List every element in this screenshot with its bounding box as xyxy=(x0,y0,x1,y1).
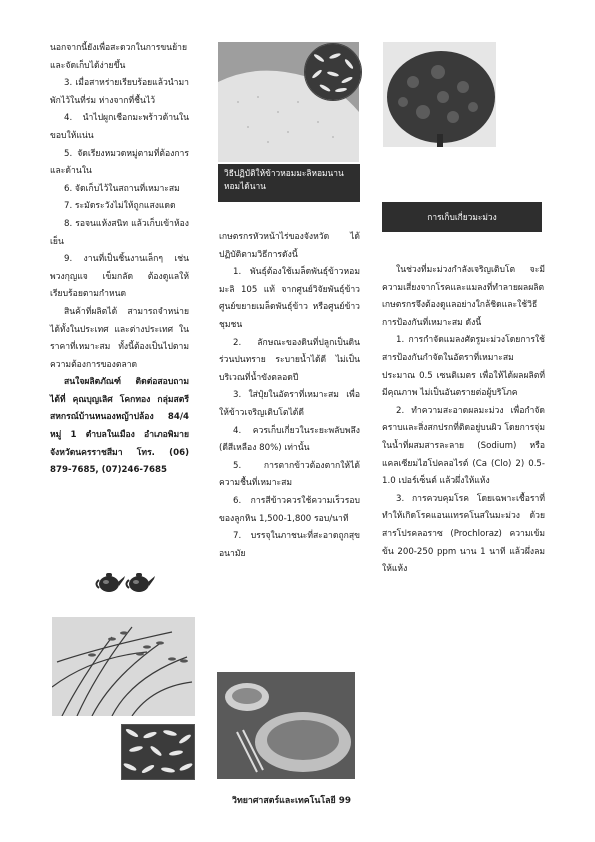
rice-grain-inset-photo xyxy=(304,43,362,101)
paragraph: 1. พันธุ์ต้องใช้เมล็ดพันธุ์ข้าวหอมมะลิ 105 แท้ จากศูนย์วิจัยพันธุ์ข้าว ศูนย์ขยายเมล็ดพันธุ์ข้าว หรือศูนย์ข้าวชุมชน xyxy=(219,267,360,330)
paragraph: เกษตรกรหัวหน้าไร่ของจังหวัด ได้ปฏิบัติตามวิธีการดังนี้ xyxy=(219,232,360,260)
article-column-2 xyxy=(219,229,360,563)
paragraph: 7. บรรจุในภาชนะที่สะอาดถูกสุขอนามัย xyxy=(219,531,360,559)
rice-photo-caption: วิธีปฏิบัติให้ข้าวหอมมะลิหอมนานหอมได้นาน xyxy=(218,164,360,202)
paragraph: 3. เมื่อสาหร่ายเรียบร้อยแล้วนำมาพักไว้ในที่ร่ม ห่างจากที่ชื้นไว้ xyxy=(50,78,189,106)
paragraph: 4. นำไปผูกเชือกมะพร้าวด้านในขอบให้แน่น xyxy=(50,113,189,141)
paragraph: 6. จัดเก็บไว้ในสถานที่เหมาะสม xyxy=(64,183,180,194)
paragraph: 2. ทำความสะอาดผลมะม่วง เพื่อกำจัดคราบและสิ่งสกปรกที่ติดอยู่บนผิว โดยการจุ่มในน้ำที่ผสมสารละลาย (Sodium) หรือแคลเซียมไฮโปคลอไรต์ (Ca (Clo) 2) 0.5-1.0 เปอร์เซ็นต์ แล้วผึ่งให้แห้ง xyxy=(382,405,545,487)
paragraph: 9. งานที่เป็นชิ้นงานเล็กๆ เช่น พวงกุญแจ เข็มกลัด ต้องดูแลให้เรียบร้อยตามกำหนด xyxy=(50,254,189,300)
paragraph: 1. การกำจัดแมลงศัตรูมะม่วงโดยการใช้สารป้องกันกำจัดในอัตราที่เหมาะสม ประมาณ 0.5 เซนติเมตร เพื่อให้ได้ผลผลิตที่มีคุณภาพ ไม่เป็นอันตรายต่อผู้บริโภค xyxy=(382,335,545,399)
paragraph: 4. ควรเก็บเกี่ยวในระยะพลับพลึง (ดีสีเหลือง 80%) เท่านั้น xyxy=(219,425,360,454)
rice-grains-photo xyxy=(121,724,195,780)
mango-tree-photo xyxy=(383,42,496,147)
contact-info: สนใจผลิตภัณฑ์ ติดต่อสอบถามได้ที่ คุณบุญเลิศ โคกทอง กลุ่มสตรีสหกรณ์บ้านหนองหญ้าปล้อง 84/4 หมู่ 1 ตำบลในเมือง อำเภอพิมาย จังหวัดนครราชสีมา โทร. (06) 879-7685, (07)246-7685 xyxy=(50,377,189,476)
paragraph: นอกจากนี้ยังเพื่อสะดวกในการขนย้ายและจัดเก็บได้ง่ายขึ้น xyxy=(50,43,188,71)
paragraph: 3. การควบคุมโรค โดยเฉพาะเชื้อราที่ทำให้เกิดโรคแอนแทรคโนสในมะม่วง ด้วยสารโปรคลอราซ (Prochloraz) ความเข้มข้น 200-250 ppm นาน 1 นาที แล้วผึ่งลมให้แห้ง xyxy=(382,493,545,575)
article-column-1 xyxy=(50,40,189,480)
page-footer: วิทยาศาสตร์และเทคโนโลยี 99 xyxy=(232,796,351,806)
paragraph: ในช่วงที่มะม่วงกำลังเจริญเติบโต จะมีความเสี่ยงจากโรคและแมลงที่ทำลายผลผลิต เกษตรกรจึงต้องดูแลอย่างใกล้ชิดและใช้วิธีการป้องกันที่เหมาะสม ดังนี้ xyxy=(382,265,545,328)
teapots-image xyxy=(94,568,156,596)
dish-photo xyxy=(217,672,355,779)
paragraph: 5. การตากข้าวต้องตากให้ได้ความชื้นที่เหมาะสม xyxy=(219,460,360,489)
paragraph: 8. รอจนแห้งสนิท แล้วเก็บเข้าห้องเย็น xyxy=(50,218,189,247)
paragraph: 5. จัดเรียงหมวดหมู่ตามที่ต้องการ และด้านใน xyxy=(50,148,189,177)
paragraph: สินค้าที่ผลิตได้ สามารถจำหน่ายได้ทั้งในประเทศ และต่างประเทศ ในราคาที่เหมาะสม ทั้งนี้ต้องเป็นไปตามความต้องการของตลาด xyxy=(50,306,189,370)
mango-photo-caption: การเก็บเกี่ยวมะม่วง xyxy=(382,202,542,232)
paragraph: 6. การสีข้าวควรใช้ความเร็วรอบของลูกหิน 1,500-1,800 รอบ/นาที xyxy=(219,495,360,524)
paragraph: 7. ระมัดระวังไม่ให้ถูกแสงแดด xyxy=(64,201,176,212)
rice-plant-photo xyxy=(52,617,195,716)
paragraph: 3. ใส่ปุ๋ยในอัตราที่เหมาะสม เพื่อให้ข้าวเจริญเติบโตได้ดี xyxy=(219,390,360,418)
paragraph: 2. ลักษณะของดินที่ปลูกเป็นดินร่วนปนทราย ระบายน้ำได้ดี ไม่เป็นบริเวณที่น้ำขังตลอดปี xyxy=(219,337,360,383)
article-column-3 xyxy=(382,262,545,579)
